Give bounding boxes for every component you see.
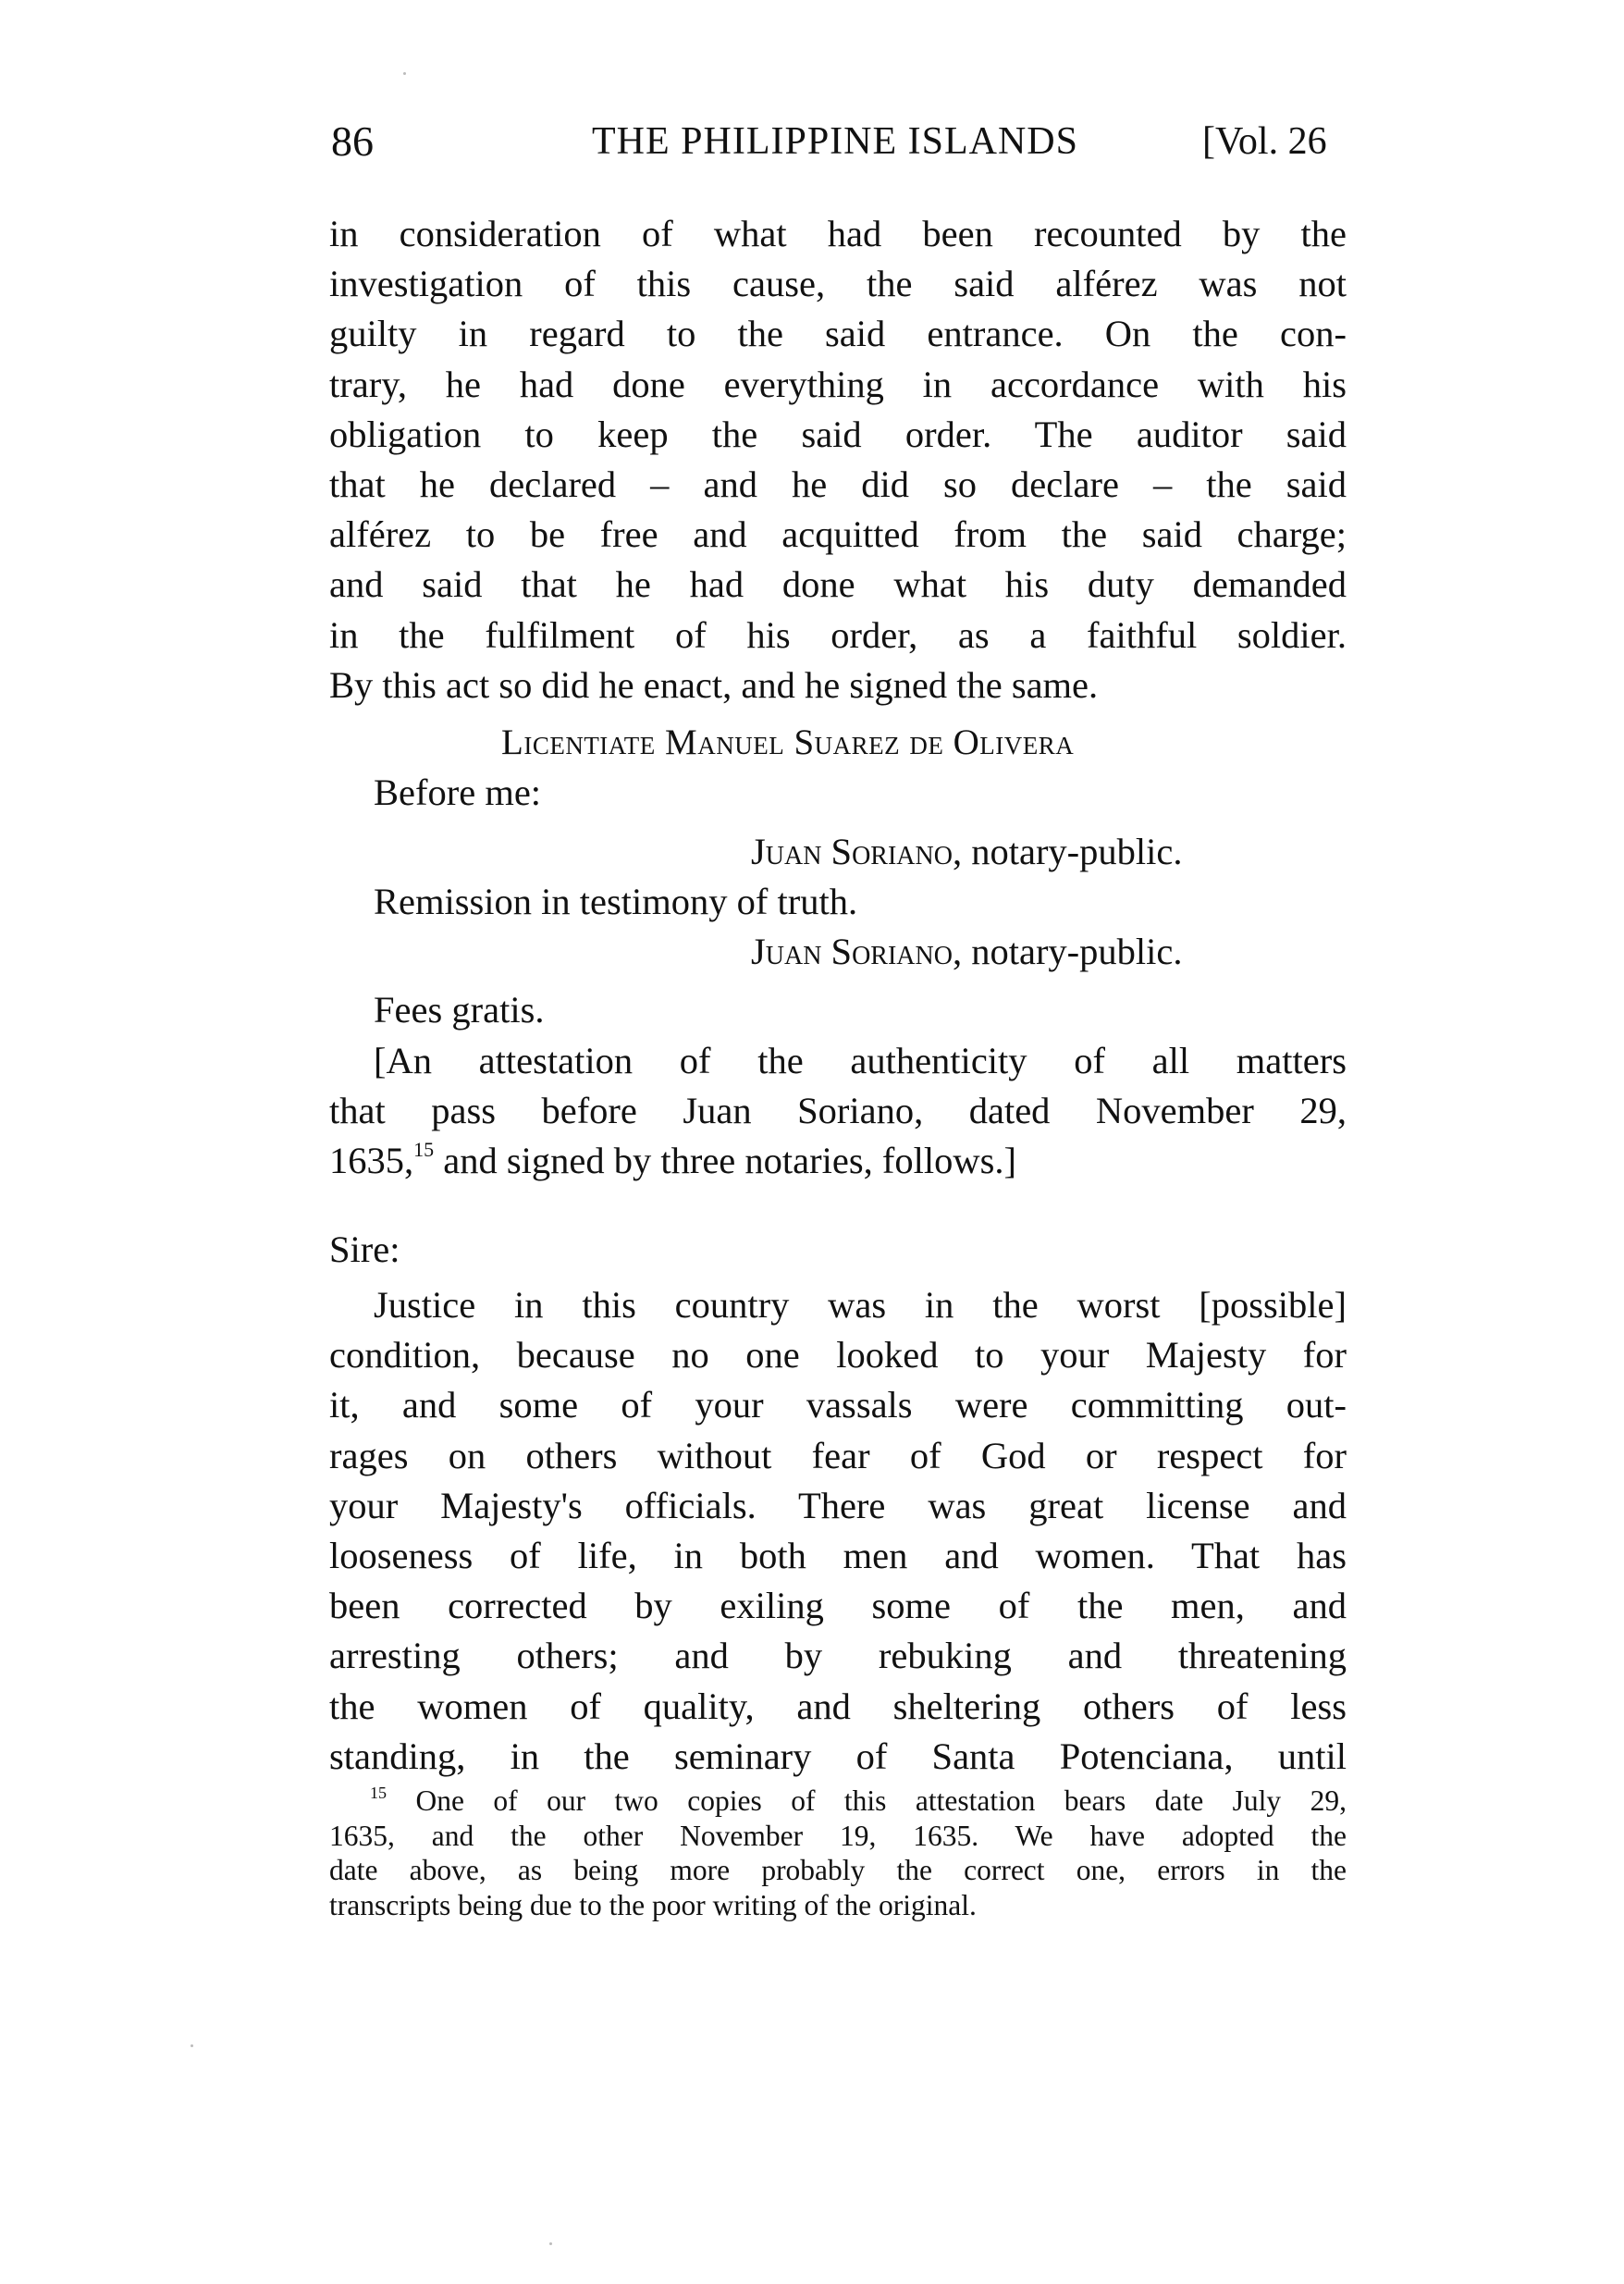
notary-signature-2	[751, 927, 1183, 977]
footnote-line	[329, 1784, 1347, 1819]
text-line: condition, because no one looked to your Majesty for	[329, 1334, 1347, 1377]
letter-salutation: Sire:	[329, 1228, 400, 1270]
notary-name: Juan Soriano	[751, 831, 953, 872]
volume-label: [Vol. 26	[1202, 120, 1327, 163]
notary-name: Juan Soriano	[751, 931, 953, 972]
footnote-line: date above, as being more probably the correct one, errors in the	[329, 1854, 1347, 1886]
notary-title: , notary-public.	[952, 831, 1183, 872]
running-title: THE PHILIPPINE ISLANDS	[592, 120, 1078, 163]
text-line: By this act so did he enact, and he signed the same.	[329, 663, 1099, 706]
text-line	[329, 1136, 1347, 1186]
scan-speck	[403, 72, 406, 75]
text-line: that pass before Juan Soriano, dated November 29,	[329, 1090, 1347, 1132]
footnote-line: transcripts being due to the poor writing of the original.	[329, 1888, 977, 1921]
footnote-line: 1635, and the other November 19, 1635. We have adopted the	[329, 1819, 1347, 1852]
text-line: rages on others without fear of God or respect for	[329, 1434, 1347, 1476]
page-number: 86	[331, 117, 374, 165]
text-line: guilty in regard to the said entrance. On the con-	[329, 313, 1347, 355]
footnote-reference: 15	[413, 1138, 435, 1162]
text-line: your Majesty's officials. There was great license and	[329, 1484, 1347, 1526]
text-line: it, and some of your vassals were committing out-	[329, 1384, 1347, 1426]
paragraph-attestation	[329, 1036, 1347, 1187]
text-line: [An attestation of the authenticity of all matters	[374, 1040, 1347, 1081]
text-fragment: 1635,	[329, 1140, 414, 1182]
signature-licentiate: Licentiate Manuel Suarez de Olivera	[501, 722, 1075, 762]
text-line: that he declared – and he did so declare – the said	[329, 463, 1347, 505]
text-fragment: and signed by three notaries, follows.]	[434, 1140, 1016, 1182]
text-line: been corrected by exiling some of the men, and	[329, 1585, 1347, 1627]
scan-speck	[549, 2242, 552, 2245]
footnote-marker: 15	[370, 1784, 387, 1802]
text-line: and said that he had done what his duty demanded	[329, 563, 1347, 606]
text-fragment: One of our two copies of this attestation bears date July 29,	[387, 1784, 1347, 1817]
fees-line: Fees gratis.	[374, 989, 545, 1031]
notary-title: , notary-public.	[952, 931, 1183, 972]
text-line: arresting others; and by rebuking and threatening	[329, 1635, 1347, 1677]
text-line: alférez to be free and acquitted from the said charge;	[329, 513, 1347, 556]
text-line: Justice in this country was in the worst [possible]	[374, 1284, 1347, 1326]
footnote	[329, 1784, 1347, 1922]
text-line: the women of quality, and sheltering others of less	[329, 1685, 1347, 1727]
text-line: looseness of life, in both men and women. That has	[329, 1534, 1347, 1576]
paragraph-letter	[329, 1280, 1347, 1782]
text-line: in the fulfilment of his order, as a faithful soldier.	[329, 613, 1347, 656]
text-line: obligation to keep the said order. The auditor said	[329, 413, 1347, 455]
before-me-label: Before me:	[374, 772, 542, 813]
scan-speck	[191, 2044, 193, 2047]
text-line: trary, he had done everything in accordance with his	[329, 363, 1347, 405]
notary-signature-1	[751, 827, 1183, 877]
text-line: standing, in the seminary of Santa Potenciana, until	[329, 1735, 1347, 1777]
text-line: investigation of this cause, the said alférez was not	[329, 263, 1347, 305]
paragraph-decree	[329, 209, 1347, 710]
remission-line: Remission in testimony of truth.	[374, 881, 858, 922]
text-line: in consideration of what had been recounted by the	[329, 213, 1347, 254]
